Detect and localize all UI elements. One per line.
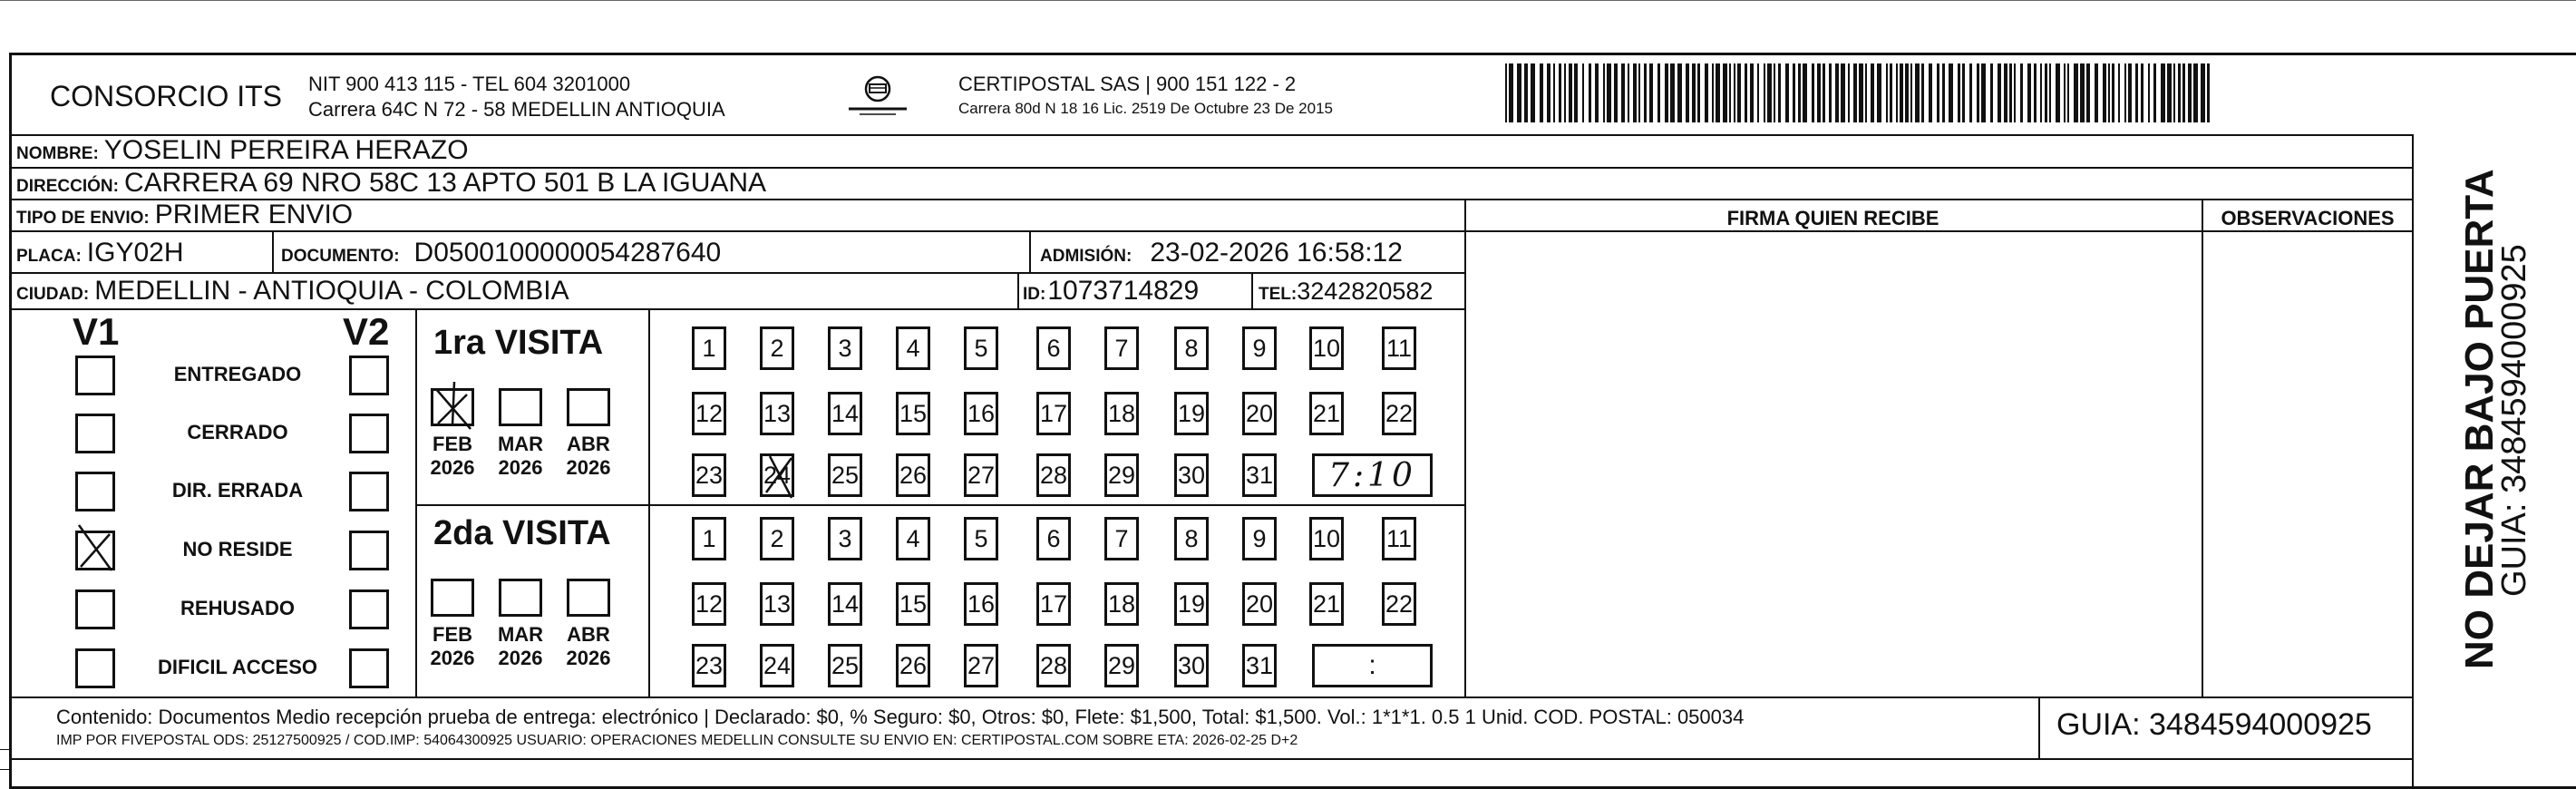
rule	[9, 696, 2414, 698]
month-name: FEB	[433, 433, 472, 455]
direccion-row	[16, 168, 766, 199]
month-label	[424, 623, 481, 670]
rule	[648, 308, 650, 696]
admision-label: ADMISIÓN:	[1040, 247, 1132, 266]
month-checkbox-mar[interactable]	[499, 388, 542, 426]
v1-checkbox[interactable]	[75, 589, 115, 629]
footer-bottom-rule	[9, 758, 2414, 760]
company-name: CONSORCIO ITS	[50, 80, 283, 112]
day-box[interactable]: 20	[1242, 582, 1277, 626]
month-year: 2026	[430, 456, 475, 479]
barcode	[1505, 63, 2223, 122]
x-mark-icon	[431, 382, 474, 429]
x-mark-icon	[75, 531, 115, 570]
month-year: 2026	[566, 456, 611, 479]
day-box[interactable]: 7	[1104, 517, 1139, 560]
ciudad-label: CIUDAD:	[16, 285, 90, 304]
day-box[interactable]: 21	[1309, 392, 1344, 435]
page-mark	[0, 769, 11, 770]
v1-checkbox[interactable]	[75, 531, 115, 570]
admision-row	[1040, 238, 1403, 268]
time-box[interactable]	[1312, 453, 1433, 497]
day-box[interactable]: 9	[1242, 517, 1277, 560]
day-box[interactable]: 28	[1036, 453, 1071, 497]
day-box[interactable]: 26	[896, 453, 930, 497]
month-label	[424, 433, 481, 480]
tipo-envio-value: PRIMER ENVIO	[154, 200, 354, 229]
v1-checkbox[interactable]	[75, 648, 115, 688]
firma-header: FIRMA QUIEN RECIBE	[1726, 207, 1939, 229]
v2-checkbox[interactable]	[349, 356, 389, 395]
time-box[interactable]	[1312, 644, 1433, 687]
observaciones-header: OBSERVACIONES	[2221, 207, 2395, 229]
v2-checkbox[interactable]	[349, 414, 389, 453]
documento-label: DOCUMENTO:	[281, 247, 400, 266]
day-box[interactable]: 7	[1104, 326, 1139, 370]
documento-row	[281, 238, 721, 268]
nombre-value: YOSELIN PEREIRA HERAZO	[103, 135, 469, 165]
month-checkbox-feb[interactable]	[431, 579, 474, 617]
nombre-row	[16, 135, 469, 166]
month-year: 2026	[566, 647, 611, 669]
placa-value: IGY02H	[86, 238, 184, 268]
status-label: NO RESIDE	[182, 538, 293, 560]
day-box[interactable]: 19	[1174, 582, 1209, 626]
day-box[interactable]: 27	[964, 453, 998, 497]
month-label	[492, 433, 549, 480]
status-label: REHUSADO	[180, 597, 295, 619]
rule	[2202, 199, 2203, 696]
ciudad-value: MEDELLIN - ANTIOQUIA - COLOMBIA	[94, 276, 569, 306]
day-box[interactable]: 12	[692, 392, 726, 435]
tipo-envio-row	[16, 200, 353, 230]
time-value: 7:10	[1328, 456, 1416, 494]
day-box[interactable]: 17	[1036, 582, 1071, 626]
day-box[interactable]: 20	[1242, 392, 1277, 435]
company-address: Carrera 64C N 72 - 58 MEDELLIN ANTIOQUIA	[308, 98, 725, 121]
month-year: 2026	[498, 456, 543, 479]
day-box[interactable]: 3	[828, 517, 862, 560]
rule	[2038, 696, 2040, 758]
v1-checkbox[interactable]	[75, 356, 115, 395]
v2-header: V2	[343, 310, 390, 353]
day-box[interactable]: 26	[896, 644, 930, 687]
month-label	[560, 623, 617, 670]
day-box[interactable]: 24	[760, 644, 794, 687]
certipostal-line2: Carrera 80d N 18 16 Lic. 2519 De Octubre 23 De 2015	[958, 100, 1333, 117]
rule	[1251, 272, 1253, 308]
rule	[1029, 230, 1031, 272]
day-box[interactable]: 21	[1309, 582, 1344, 626]
day-box[interactable]: 9	[1242, 326, 1277, 370]
day-box[interactable]: 23	[692, 644, 726, 687]
rule	[415, 504, 1464, 506]
month-name: ABR	[567, 623, 610, 646]
day-box[interactable]: 2	[760, 517, 794, 560]
tel-label: TEL:	[1259, 285, 1298, 304]
admision-value: 23-02-2026 16:58:12	[1150, 238, 1403, 268]
side-no-dejar: NO DEJAR BAJO PUERTA	[2457, 169, 2502, 669]
placa-label: PLACA:	[16, 247, 82, 266]
day-box[interactable]: 19	[1174, 392, 1209, 435]
placa-row	[16, 238, 184, 268]
day-box[interactable]: 12	[692, 582, 726, 626]
x-mark-icon	[761, 453, 797, 500]
day-box[interactable]: 18	[1104, 392, 1139, 435]
day-box[interactable]: 17	[1036, 392, 1071, 435]
footer-guia: GUIA: 3484594000925	[2056, 707, 2372, 742]
month-checkbox-mar[interactable]	[499, 579, 542, 617]
v1-checkbox[interactable]	[75, 414, 115, 453]
day-box[interactable]: 14	[828, 582, 862, 626]
day-box[interactable]: 31	[1242, 644, 1277, 687]
day-box[interactable]: 10	[1309, 326, 1344, 370]
day-box[interactable]: 1	[692, 517, 726, 560]
day-box[interactable]: 5	[964, 326, 998, 370]
day-box[interactable]: 10	[1309, 517, 1344, 560]
v2-checkbox[interactable]	[349, 531, 389, 570]
visita-1-title: 1ra VISITA	[433, 324, 604, 362]
tel-value: 3242820582	[1297, 278, 1434, 305]
ciudad-row	[16, 276, 569, 307]
day-box[interactable]: 15	[896, 392, 930, 435]
rule	[9, 308, 1464, 310]
v1-header: V1	[73, 310, 120, 353]
day-box[interactable]: 16	[964, 582, 998, 626]
nombre-label: NOMBRE:	[16, 144, 99, 163]
month-label	[560, 433, 617, 480]
rule	[2412, 134, 2414, 787]
side-guia: GUIA: 3484594000925	[2495, 244, 2533, 597]
id-label: ID:	[1023, 285, 1046, 304]
rule	[9, 230, 2414, 232]
rule	[415, 308, 417, 696]
contenido-line: Contenido: Documentos Medio recepción prueba de entrega: electrónico | Declarado: $0, % Seguro: $0, Otros: $0, Flete: $1,500, Total: $1,500. Vol.: 1*1*1. 0.5 1 Unid. COD. POSTAL: 050034	[56, 706, 1745, 728]
day-box[interactable]: 22	[1382, 392, 1416, 435]
direccion-value: CARRERA 69 NRO 58C 13 APTO 501 B LA IGUANA	[123, 168, 767, 198]
v2-checkbox[interactable]	[349, 589, 389, 629]
month-checkbox-feb[interactable]	[431, 388, 474, 426]
rule	[9, 272, 1464, 274]
id-row	[1023, 276, 1199, 307]
day-box[interactable]: 31	[1242, 453, 1277, 497]
day-box[interactable]: 3	[828, 326, 862, 370]
day-box[interactable]: 25	[828, 453, 862, 497]
rule	[1464, 199, 1466, 696]
day-box[interactable]: 11	[1382, 517, 1416, 560]
day-box[interactable]: 30	[1174, 453, 1209, 497]
day-box[interactable]: 22	[1382, 582, 1416, 626]
day-box[interactable]: 6	[1036, 326, 1071, 370]
day-box[interactable]: 2	[760, 326, 794, 370]
imp-line: IMP POR FIVEPOSTAL ODS: 25127500925 / COD.IMP: 54064300925 USUARIO: OPERACIONES MEDELLIN CONSULTE SU ENVIO EN: CERTIPOSTAL.COM SOBRE ETA: 2026-02-25 D+2	[56, 733, 1298, 748]
rule	[272, 230, 274, 272]
day-box[interactable]: 4	[896, 326, 930, 370]
day-box[interactable]: 30	[1174, 644, 1209, 687]
v1-checkbox[interactable]	[75, 472, 115, 511]
rule	[1017, 272, 1019, 308]
day-box[interactable]: 24	[760, 453, 794, 497]
top-edge-line	[0, 0, 2576, 1]
day-box[interactable]: 18	[1104, 582, 1139, 626]
day-box[interactable]: 25	[828, 644, 862, 687]
day-box[interactable]: 28	[1036, 644, 1071, 687]
day-box[interactable]: 29	[1104, 644, 1139, 687]
documento-value: D0500100000054287640	[413, 238, 722, 268]
time-value: :	[1368, 650, 1376, 680]
month-name: MAR	[497, 433, 544, 455]
month-name: ABR	[567, 433, 610, 455]
status-label: CERRADO	[187, 421, 288, 443]
month-name: MAR	[497, 623, 544, 646]
month-checkbox-abr[interactable]	[567, 579, 610, 617]
day-box[interactable]: 6	[1036, 517, 1071, 560]
day-box[interactable]: 27	[964, 644, 998, 687]
day-box[interactable]: 1	[692, 326, 726, 370]
day-box[interactable]: 13	[760, 582, 794, 626]
month-checkbox-abr[interactable]	[567, 388, 610, 426]
id-value: 1073714829	[1047, 276, 1200, 306]
v2-checkbox[interactable]	[349, 472, 389, 511]
month-label	[492, 623, 549, 670]
status-label: DIFICIL ACCESO	[157, 656, 317, 678]
v2-checkbox[interactable]	[349, 648, 389, 688]
day-box[interactable]: 4	[896, 517, 930, 560]
direccion-label: DIRECCIÓN:	[16, 177, 119, 196]
day-box[interactable]: 8	[1174, 517, 1209, 560]
month-year: 2026	[498, 647, 543, 669]
day-box[interactable]: 16	[964, 392, 998, 435]
barcode-gap	[2210, 63, 2212, 122]
status-label: DIR. ERRADA	[171, 479, 304, 502]
rule	[9, 199, 2414, 200]
day-box[interactable]: 23	[692, 453, 726, 497]
nit-line: NIT 900 413 115 - TEL 604 3201000	[308, 73, 631, 95]
status-label: ENTREGADO	[173, 363, 302, 385]
page-mark	[0, 749, 11, 750]
visita-2-title: 2da VISITA	[433, 514, 611, 552]
day-box[interactable]: 13	[760, 392, 794, 435]
day-box[interactable]: 15	[896, 582, 930, 626]
day-box[interactable]: 8	[1174, 326, 1209, 370]
certipostal-line1: CERTIPOSTAL SAS | 900 151 122 - 2	[958, 73, 1297, 95]
tipo-envio-label: TIPO DE ENVIO:	[16, 209, 150, 228]
month-year: 2026	[430, 647, 475, 669]
day-box[interactable]: 14	[828, 392, 862, 435]
certipostal-logo	[841, 73, 914, 118]
day-box[interactable]: 29	[1104, 453, 1139, 497]
day-box[interactable]: 5	[964, 517, 998, 560]
tel-row	[1259, 278, 1433, 306]
month-name: FEB	[433, 623, 472, 646]
day-box[interactable]: 11	[1382, 326, 1416, 370]
